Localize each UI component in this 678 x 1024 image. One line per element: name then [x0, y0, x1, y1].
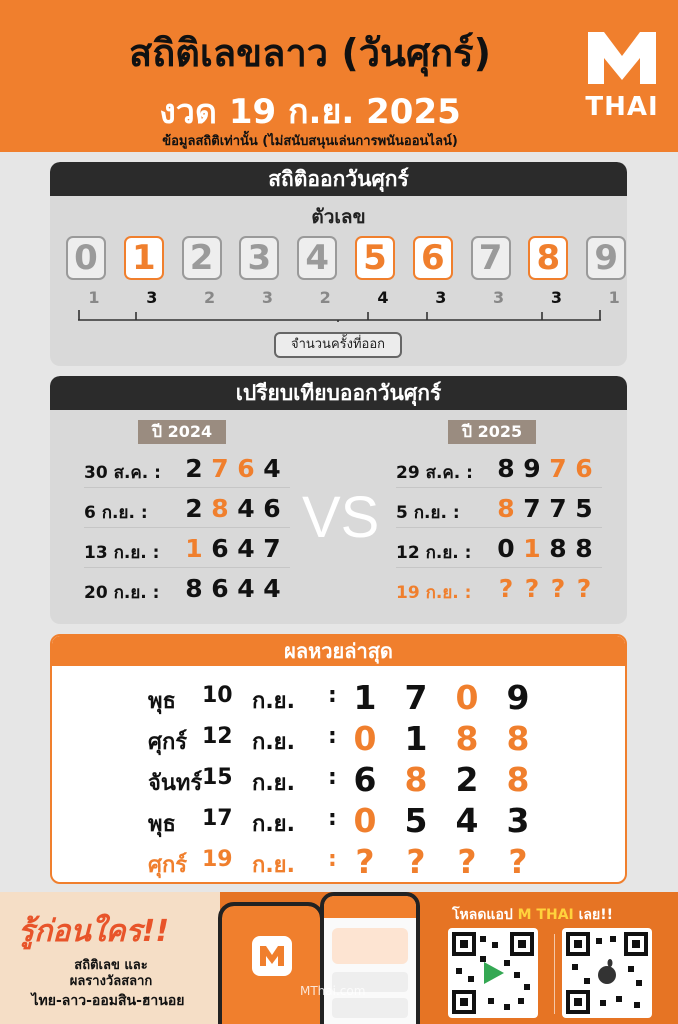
- compare-2024-date: 20 ก.ย. :: [84, 583, 160, 603]
- compare-2024-digit: 6: [263, 494, 281, 523]
- compare-2025-digit: ?: [524, 574, 540, 603]
- result-day: ศุกร์: [148, 853, 188, 878]
- compare-2025-date: 12 ก.ย. :: [396, 543, 472, 563]
- app-logo-icon: [252, 936, 292, 976]
- compare-2025-digit: 6: [575, 454, 593, 483]
- compare-2024-date: 30 ส.ค. :: [84, 463, 161, 483]
- digit-box: 8: [528, 236, 568, 280]
- result-date: 19: [202, 847, 233, 872]
- result-digit: 8: [404, 760, 428, 799]
- result-digit: ?: [406, 842, 426, 881]
- result-digit: 0: [455, 678, 479, 717]
- header: [0, 0, 678, 152]
- compare-2024-date: 6 ก.ย. :: [84, 503, 148, 523]
- qr-apple-icon: [562, 928, 652, 1018]
- download-prefix: โหลดแอป: [452, 907, 513, 923]
- ios-qr-code[interactable]: [562, 928, 652, 1018]
- digit-box: 4: [297, 236, 337, 280]
- compare-2024-row: [84, 452, 290, 488]
- result-digit: 8: [506, 719, 530, 758]
- compare-2025-digit: 0: [497, 534, 515, 563]
- result-digit: 6: [353, 760, 377, 799]
- draw-date-subtitle: งวด 19 ก.ย. 2025: [159, 92, 461, 132]
- banner-line-2: สถิติเลข และ: [74, 958, 148, 973]
- digit-count: 2: [204, 288, 216, 307]
- compare-2025-digit: ?: [576, 574, 592, 603]
- compare-2025-digit: 7: [549, 494, 567, 523]
- result-date: 10: [202, 683, 233, 708]
- digit-count: 1: [88, 288, 100, 307]
- compare-2025-digit: 8: [549, 534, 567, 563]
- banner-left-panel: [0, 892, 220, 1024]
- compare-2025-digit: 7: [523, 494, 541, 523]
- result-digit: 3: [506, 801, 530, 840]
- phone-mockup-splash: [218, 902, 324, 1024]
- compare-card: [50, 376, 627, 624]
- compare-2024-digit: 6: [211, 574, 229, 603]
- compare-2025-digit: 7: [549, 454, 567, 483]
- m-logo-icon: [582, 28, 662, 86]
- phone-mockup-app: [320, 892, 420, 1024]
- result-day: ศุกร์: [148, 730, 188, 755]
- compare-2025-row: [396, 532, 602, 568]
- banner-line-3: ผลรางวัลสลาก: [69, 974, 153, 989]
- compare-2025-date: 19 ก.ย. :: [396, 583, 472, 603]
- result-digit: 8: [506, 760, 530, 799]
- count-label: จำนวนครั้งที่ออก: [274, 332, 402, 358]
- digit-count: 2: [319, 288, 331, 307]
- android-qr-code[interactable]: [448, 928, 538, 1018]
- year-2025-badge: ปี 2025: [448, 420, 536, 444]
- result-colon: :: [328, 683, 337, 708]
- download-suffix: เลย!!: [578, 907, 613, 923]
- result-digit: 1: [404, 719, 428, 758]
- download-brand: M THAI: [517, 907, 574, 923]
- result-digit: ?: [457, 842, 477, 881]
- compare-2025-row: [396, 452, 602, 488]
- result-digit: ?: [508, 842, 528, 881]
- compare-2024-digit: 7: [211, 454, 229, 483]
- vs-label: VS: [302, 485, 380, 550]
- compare-2024-row: [84, 492, 290, 528]
- result-row: [52, 801, 627, 841]
- compare-2025-digit: 8: [497, 494, 515, 523]
- result-row: [52, 760, 627, 800]
- result-colon: :: [328, 765, 337, 790]
- result-month: ก.ย.: [252, 812, 295, 837]
- stats-card-title: สถิติออกวันศุกร์: [50, 162, 627, 196]
- digit-box: 5: [355, 236, 395, 280]
- compare-2024-digit: 4: [237, 534, 255, 563]
- compare-2024-digit: 8: [211, 494, 229, 523]
- year-2024-badge: ปี 2024: [138, 420, 226, 444]
- compare-2024-digit: 7: [263, 534, 281, 563]
- result-colon: :: [328, 847, 337, 872]
- result-digit: 5: [404, 801, 428, 840]
- mthai-logo: [582, 28, 662, 120]
- app-download-banner[interactable]: [0, 892, 678, 1024]
- qr-android-icon: [448, 928, 538, 1018]
- result-digit: 8: [455, 719, 479, 758]
- result-day: พุธ: [148, 812, 176, 837]
- digit-box: 2: [182, 236, 222, 280]
- result-colon: :: [328, 806, 337, 831]
- result-date: 12: [202, 724, 233, 749]
- digit-count: 3: [261, 288, 273, 307]
- compare-card-title: เปรียบเทียบออกวันศุกร์: [50, 376, 627, 410]
- compare-2025-row: [396, 492, 602, 528]
- digit-count: 3: [435, 288, 447, 307]
- banner-line-4: ไทย-ลาว-ออมสิน-ฮานอย: [31, 993, 185, 1009]
- result-row: [52, 678, 627, 718]
- result-date: 17: [202, 806, 233, 831]
- download-text: [452, 904, 613, 926]
- result-day: จันทร์: [148, 771, 203, 796]
- digit-box: 3: [239, 236, 279, 280]
- result-digit: 7: [404, 678, 428, 717]
- compare-2025-digit: 8: [497, 454, 515, 483]
- result-digit: 0: [353, 719, 377, 758]
- compare-2024-digit: 8: [185, 574, 203, 603]
- banner-slogan: รู้ก่อนใคร!!: [18, 914, 169, 949]
- logo-text: THAI: [585, 92, 659, 122]
- compare-2025-digit: ?: [550, 574, 566, 603]
- compare-2024-digit: 6: [211, 534, 229, 563]
- compare-2025-digit: 8: [575, 534, 593, 563]
- results-card-title: ผลหวยล่าสุด: [52, 636, 625, 666]
- compare-2025-digit: 9: [523, 454, 541, 483]
- digit-box: 6: [413, 236, 453, 280]
- result-month: ก.ย.: [252, 853, 295, 878]
- count-scale-line: [78, 310, 601, 322]
- result-digit: 9: [506, 678, 530, 717]
- digit-count: 3: [550, 288, 562, 307]
- digit-box: 0: [66, 236, 106, 280]
- disclaimer: ข้อมูลสถิติเท่านั้น (ไม่สนับสนุนเล่นการพนันออนไลน์): [162, 134, 458, 149]
- digit-count: 1: [608, 288, 620, 307]
- compare-2025-date: 29 ส.ค. :: [396, 463, 473, 483]
- compare-2024-digit: 4: [237, 494, 255, 523]
- compare-2024-digit: 4: [237, 574, 255, 603]
- compare-2024-row: [84, 532, 290, 568]
- result-digit: 2: [455, 760, 479, 799]
- digit-box: 9: [586, 236, 626, 280]
- compare-2024-date: 13 ก.ย. :: [84, 543, 160, 563]
- compare-2024-digit: 4: [263, 574, 281, 603]
- compare-2024-row: [84, 572, 290, 608]
- compare-2025-date: 5 ก.ย. :: [396, 503, 460, 523]
- friday-stats-card: [50, 162, 627, 366]
- digit-count: 4: [377, 288, 389, 307]
- compare-2025-row: [396, 572, 602, 608]
- compare-2025-digit: 5: [575, 494, 593, 523]
- result-month: ก.ย.: [252, 771, 295, 796]
- compare-2024-digit: 6: [237, 454, 255, 483]
- digit-count: 3: [146, 288, 158, 307]
- result-digit: 4: [455, 801, 479, 840]
- latest-results-card: [50, 634, 627, 884]
- result-digit: 0: [353, 801, 377, 840]
- result-digit: 1: [353, 678, 377, 717]
- result-row: [52, 719, 627, 759]
- compare-2025-digit: ?: [498, 574, 514, 603]
- digit-box: 1: [124, 236, 164, 280]
- compare-2024-digit: 1: [185, 534, 203, 563]
- compare-2024-digit: 2: [185, 454, 203, 483]
- result-digit: ?: [355, 842, 375, 881]
- digits-label: ตัวเลข: [311, 206, 366, 228]
- digit-count: 3: [493, 288, 505, 307]
- compare-2024-digit: 4: [263, 454, 281, 483]
- digit-box: 7: [471, 236, 511, 280]
- result-month: ก.ย.: [252, 689, 295, 714]
- page-title: สถิติเลขลาว (วันศุกร์): [129, 31, 491, 75]
- result-month: ก.ย.: [252, 730, 295, 755]
- compare-2025-digit: 1: [523, 534, 541, 563]
- result-row: [52, 842, 627, 882]
- result-colon: :: [328, 724, 337, 749]
- result-date: 15: [202, 765, 233, 790]
- qr-divider: [554, 934, 555, 1014]
- watermark: MThai.com: [300, 984, 366, 998]
- result-day: พุธ: [148, 689, 176, 714]
- compare-2024-digit: 2: [185, 494, 203, 523]
